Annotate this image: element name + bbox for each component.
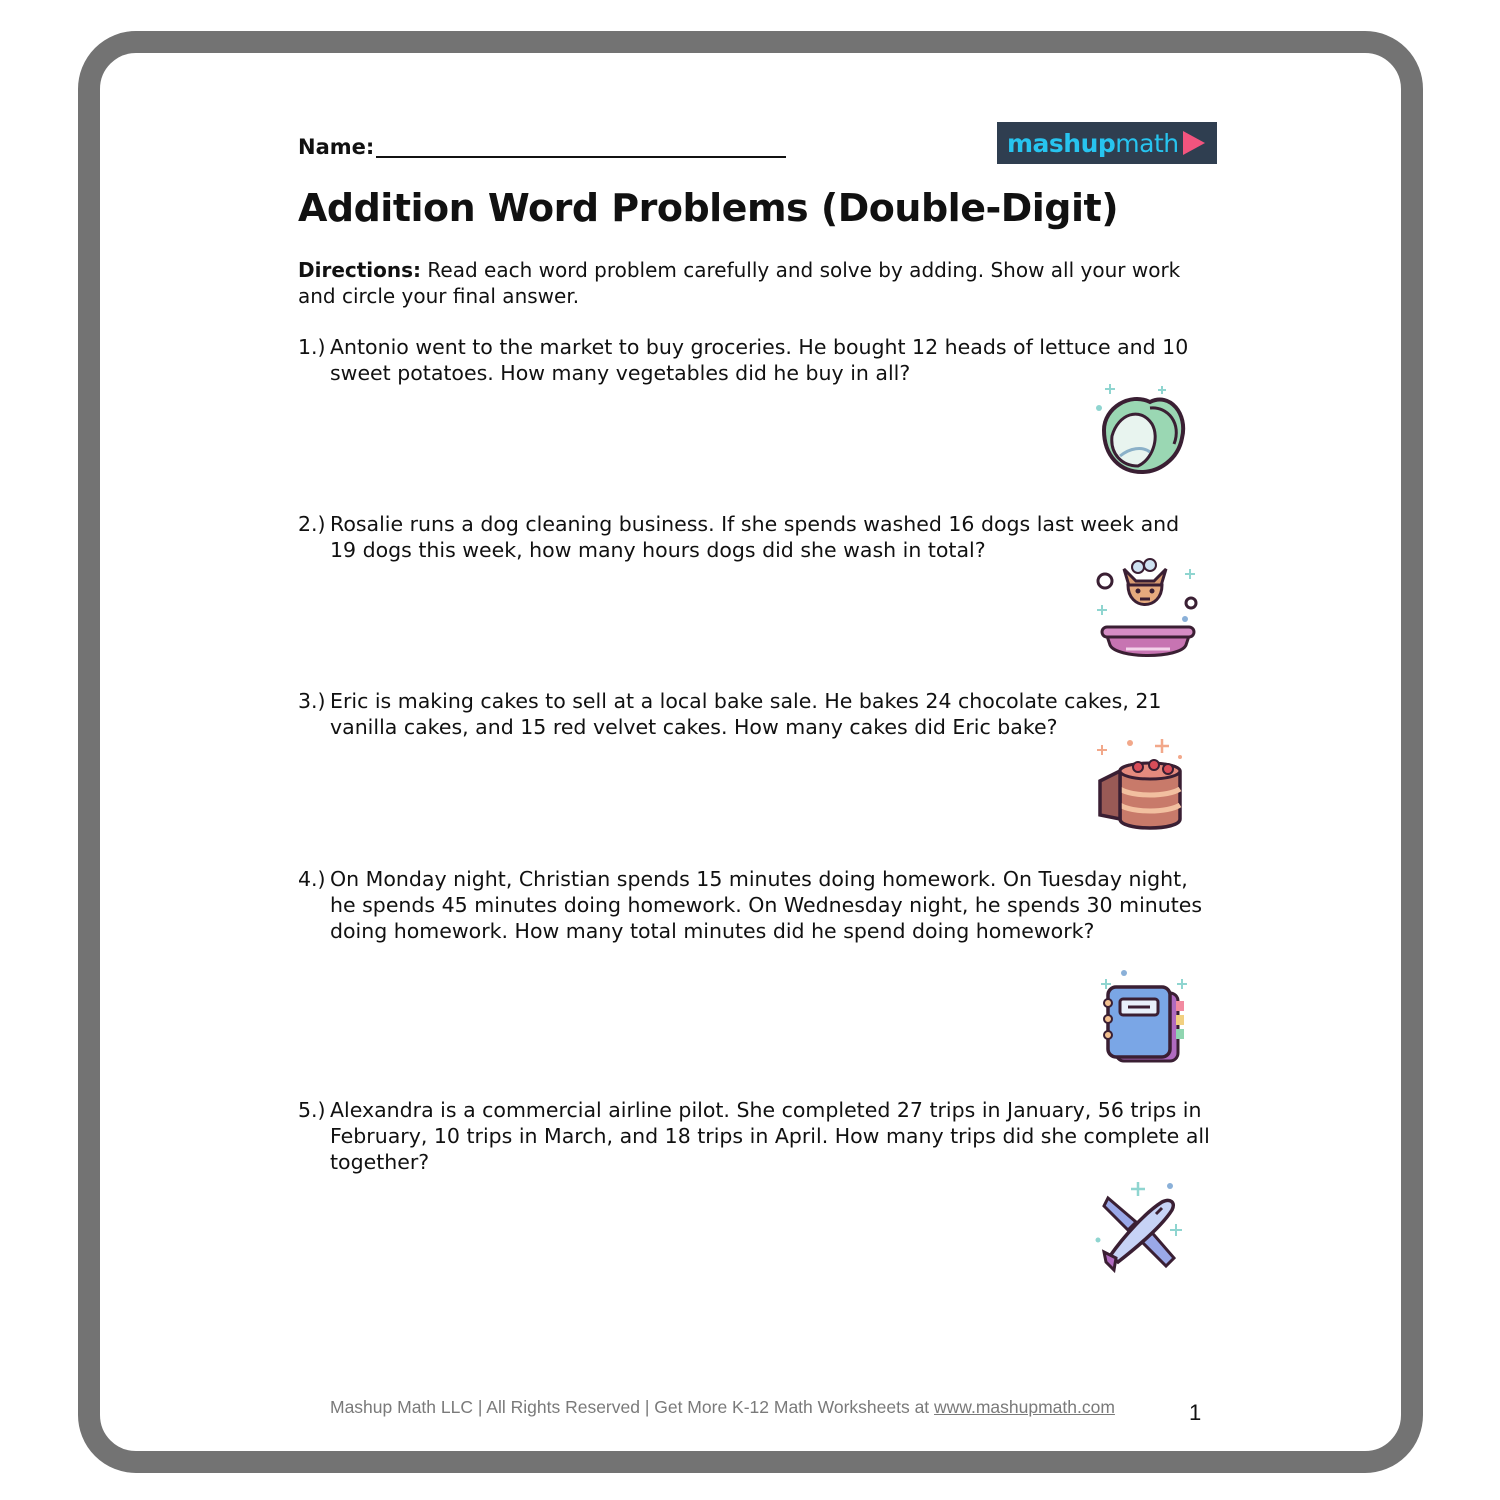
page-frame xyxy=(78,31,1423,1473)
logo-play-icon xyxy=(1183,131,1205,155)
footer xyxy=(330,1397,1115,1418)
problem-number: 5.) xyxy=(298,1098,326,1122)
directions-label: Directions: xyxy=(298,258,422,282)
problem-text: Antonio went to the market to buy groceries. He bought 12 heads of lettuce and 10 sweet potatoes. How many vegetables did he buy in all? xyxy=(330,335,1189,385)
name-label: Name: xyxy=(298,135,375,159)
dog-bath-icon xyxy=(1090,555,1202,667)
airplane-icon xyxy=(1090,1178,1195,1278)
problem-5 xyxy=(298,1097,1210,1175)
footer-link[interactable]: www.mashupmath.com xyxy=(934,1397,1115,1417)
problem-text: Eric is making cakes to sell at a local bake sale. He bakes 24 chocolate cakes, 21 vanilla cakes, and 15 red velvet cakes. How many cakes did Eric bake? xyxy=(330,689,1162,739)
problem-text: Rosalie runs a dog cleaning business. If she spends washed 16 dogs last week and 19 dogs this week, how many hours dogs did she wash in total? xyxy=(330,512,1180,562)
mashupmath-logo xyxy=(997,122,1217,164)
page-number: 1 xyxy=(1189,1400,1202,1425)
problem-text: On Monday night, Christian spends 15 minutes doing homework. On Tuesday night, he spends 45 minutes doing homework. On Wednesday night, he spends 30 minutes doing homework. How many total minutes did he spend doing homework? xyxy=(330,867,1203,943)
footer-text: Mashup Math LLC | All Rights Reserved | Get More K-12 Math Worksheets at xyxy=(330,1397,935,1417)
notebook-icon xyxy=(1090,965,1195,1065)
problem-number: 2.) xyxy=(298,512,326,536)
problem-1 xyxy=(298,334,1210,386)
problem-2 xyxy=(298,511,1210,563)
problem-4 xyxy=(298,866,1210,944)
lettuce-icon xyxy=(1090,378,1195,478)
logo-word-mashup: mashup xyxy=(1007,128,1116,158)
problem-number: 1.) xyxy=(298,335,326,359)
page-title: Addition Word Problems (Double-Digit) xyxy=(298,186,1119,230)
problem-number: 4.) xyxy=(298,867,326,891)
problem-text: Alexandra is a commercial airline pilot. She completed 27 trips in January, 56 trips in February, 10 trips in March, and 18 trips in April. How many trips did she complete all together? xyxy=(330,1098,1210,1174)
problem-3 xyxy=(298,688,1210,740)
directions-text: Read each word problem carefully and solve by adding. Show all your work and circle your final answer. xyxy=(298,258,1181,308)
name-input-line[interactable] xyxy=(376,156,786,158)
logo-word-math: math xyxy=(1115,128,1179,158)
cake-icon xyxy=(1090,735,1195,835)
directions xyxy=(298,257,1208,309)
problem-number: 3.) xyxy=(298,689,326,713)
